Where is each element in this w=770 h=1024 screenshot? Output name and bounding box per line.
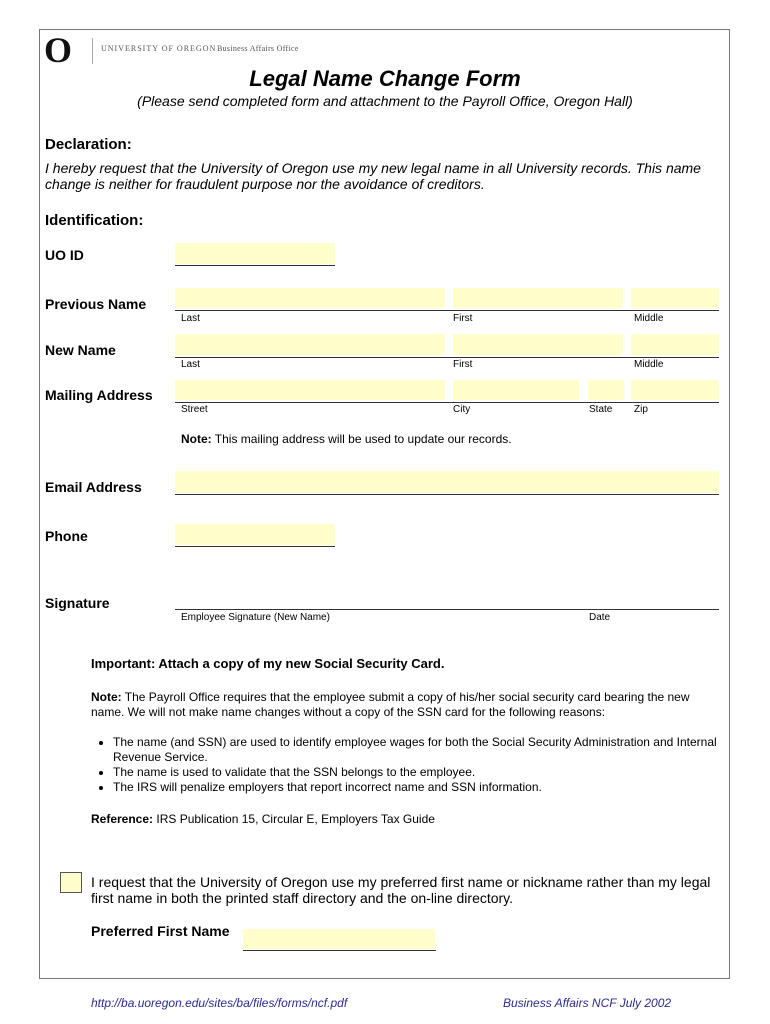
declaration-text: I hereby request that the University of Oregon use my new legal name in all University records. This name change is neither for fraudulent purpose nor the avoidance of creditors. [45,160,701,192]
new-name-label: New Name [45,342,116,358]
previous-name-underline [175,310,719,311]
new-last-field[interactable] [175,334,445,355]
city-caption: City [453,404,471,415]
uo-id-field[interactable] [175,243,335,264]
street-field[interactable] [175,380,445,400]
preferred-name-underline [243,950,436,951]
uo-logo-mark: O [44,30,73,70]
phone-label: Phone [45,528,88,544]
previous-name-label: Previous Name [45,296,147,312]
reference-text: IRS Publication 15, Circular E, Employers Tax Guide [153,812,435,826]
preferred-first-name-label: Preferred First Name [91,923,230,939]
address-note [181,432,512,446]
identification-heading: Identification: [45,212,144,229]
reference [91,812,435,827]
reasons-list [91,735,733,795]
new-middle-caption: Middle [634,359,664,370]
address-note-text: This mailing address will be used to update our records. [211,432,512,446]
important-note-text: The Payroll Office requires that the employee submit a copy of his/her social security card bearing the new name. We will not make name changes without a copy of the SSN card for the following reasons: [91,690,690,719]
phone-field[interactable] [175,524,335,545]
list-item: • The name is used to validate that the SSN belongs to the employee. [113,765,733,780]
footer-url[interactable]: http://ba.uoregon.edu/sites/ba/files/forms/ncf.pdf [91,996,348,1010]
phone-underline [175,546,335,547]
new-name-underline [175,357,719,358]
date-caption: Date [589,612,611,623]
state-caption: State [589,404,613,415]
uo-id-label: UO ID [45,247,84,263]
office-name: Business Affairs Office [217,44,299,53]
new-first-field[interactable] [453,334,623,355]
signature-label: Signature [45,595,110,611]
university-name: UNIVERSITY OF OREGON [101,44,217,53]
preferred-name-checkbox[interactable] [60,872,82,893]
employee-signature-caption: Employee Signature (New Name) [181,612,330,623]
previous-middle-field[interactable] [631,288,719,308]
list-item: • The name (and SSN) are used to identify employee wages for both the Social Security Administration and Internal Revenue Service. [113,735,733,765]
new-middle-field[interactable] [631,334,719,355]
state-field[interactable] [588,380,624,400]
signature-line[interactable] [175,609,719,610]
form-title: Legal Name Change Form [249,66,521,91]
important-note-label: Note: [91,690,122,704]
city-field[interactable] [453,380,579,400]
important-text: Important: Attach a copy of my new Social Security Card. [91,656,445,671]
address-underline [175,402,719,403]
list-item: • The IRS will penalize employers that report incorrect name and SSN information. [113,780,733,795]
previous-first-field[interactable] [453,288,623,308]
uo-id-underline [175,265,335,266]
address-note-label: Note: [181,432,212,446]
mailing-address-label: Mailing Address [45,387,153,403]
previous-first-caption: First [453,313,473,324]
email-field[interactable] [175,471,719,493]
street-caption: Street [181,404,208,415]
email-underline [175,494,719,495]
new-last-caption: Last [181,359,200,370]
reference-label: Reference: [91,812,154,826]
email-label: Email Address [45,479,142,495]
logo-divider [92,38,93,64]
zip-caption: Zip [634,404,648,415]
new-first-caption: First [453,359,473,370]
previous-last-caption: Last [181,313,200,324]
preferred-name-request: I request that the University of Oregon use my preferred first name or nickname rather than my legal first name in both the printed staff directory and the on-line directory. [91,874,711,906]
form-subtitle: (Please send completed form and attachment to the Payroll Office, Oregon Hall) [137,93,633,109]
previous-middle-caption: Middle [634,313,664,324]
declaration-heading: Declaration: [45,136,132,153]
zip-field[interactable] [631,380,719,400]
footer-version: Business Affairs NCF July 2002 [503,996,672,1010]
previous-last-field[interactable] [175,288,445,308]
important-note [91,690,721,720]
preferred-first-name-field[interactable] [243,929,435,949]
